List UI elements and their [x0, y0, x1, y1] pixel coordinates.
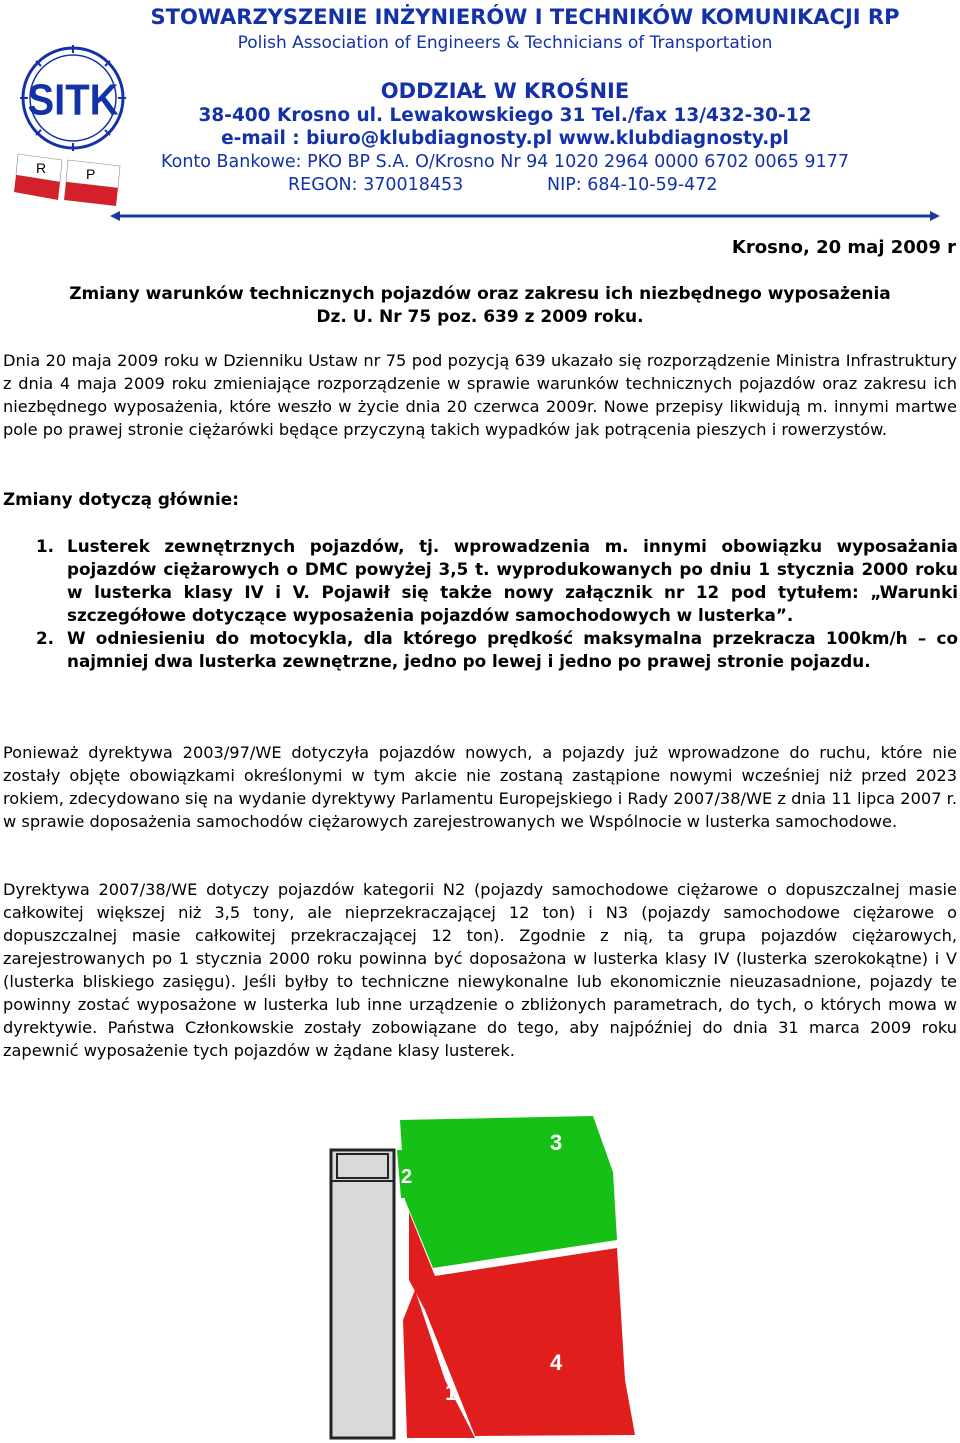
org-name-en: Polish Association of Engineers & Technicians of Transportation	[237, 33, 773, 53]
address-line: 38-400 Krosno ul. Lewakowskiego 31 Tel./fax 13/432-30-12	[198, 105, 812, 126]
regon: REGON: 370018453	[288, 175, 464, 195]
title-line-1: Zmiany warunków technicznych pojazdów oraz zakresu ich niezbędnego wyposażenia	[69, 284, 891, 304]
zone-label-4: 4	[550, 1350, 563, 1375]
header-rule	[110, 209, 940, 223]
truck-icon	[331, 1150, 394, 1438]
list-number: 1.	[36, 536, 55, 556]
bank-account: Konto Bankowe: PKO BP S.A. O/Krosno Nr 94 1020 2964 0000 6702 0065 9177	[161, 152, 849, 172]
list-text: W odniesieniu do motocykla, dla którego prędkość maksymalna przekracza 100km/h – co najmniej dwa lusterka zewnętrzne, jedno po lewej i jedno po prawej stronie pojazdu.	[67, 628, 958, 671]
zone-3	[400, 1116, 617, 1268]
mirror-fov-diagram	[325, 1080, 640, 1440]
changes-list	[0, 535, 958, 673]
zone-label-3: 3	[550, 1130, 563, 1155]
svg-text:P: P	[86, 166, 96, 182]
changes-heading: Zmiany dotyczą głównie:	[3, 489, 239, 509]
list-text: Lusterek zewnętrznych pojazdów, tj. wprowadzenia m. innymi obowiązku wyposażania pojazdów ciężarowych o DMC powyżej 3,5 t. wyprodukowanych po dniu 1 stycznia 2000 roku w lusterka klasy IV i V. Pojawił się także nowy załącznik nr 12 pod tytułem: „Warunki szczegółowe dotyczące wyposażenia pojazdów samochodowych w lusterka”.	[67, 536, 958, 625]
org-name-pl: STOWARZYSZENIE INŻYNIERÓW I TECHNIKÓW KOMUNIKACJI RP	[150, 5, 900, 29]
nip: NIP: 684-10-59-472	[547, 175, 718, 195]
zone-label-1: 1	[445, 1380, 458, 1405]
logo-text: SITK	[27, 74, 119, 125]
list-number: 2.	[36, 628, 55, 648]
document-title	[0, 283, 960, 329]
document-date: Krosno, 20 maj 2009 r	[731, 237, 956, 258]
intro-paragraph: Dnia 20 maja 2009 roku w Dzienniku Ustaw nr 75 pod pozycją 639 ukazało się rozporządzenie Ministra Infrastruktury z dnia 4 maja 2009 roku zmieniające rozporządzenie w sprawie warunków technicznych pojazdów oraz zakresu ich niezbędnego wyposażenia, które weszło w życie dnia 20 czerwca 2009r. Nowe przepisy likwidują m. innymi martwe pole po prawej stronie ciężarówki będące przyczyną takich wypadków jak potrącenia pieszych i rowerzystów.	[3, 351, 957, 439]
directive-details-paragraph: Dyrektywa 2007/38/WE dotyczy pojazdów kategorii N2 (pojazdy samochodowe ciężarowe o dopuszczalnej masie całkowitej większej niż 3,5 tony, ale nieprzekraczającej 12 ton) i N3 (pojazdy samochodowe ciężarowe o dopuszczalnej masie całkowitej przekraczającej 12 ton). Zgodnie z nią, ta grupa pojazdów ciężarowych, zarejestrowanych po 1 stycznia 2000 roku powinna być doposażona w lusterka klasy IV (lusterka szerokokątne) i V (lusterka bliskiego zasięgu). Jeśli byłby to techniczne niewykonalne lub ekonomicznie nieuzasadnione, pojazdy te powinny zostać wyposażone w lusterka lub inne urządzenie o zbliżonych parametrach, do tych, o których mowa w dyrektywie. Państwa Członkowskie zostały zobowiązane do tego, aby najpóźniej do dnia 31 marca 2009 roku zapewnić wyposażenie tych pojazdów w żądane klasy lusterek.	[3, 880, 957, 1060]
contact-line: e-mail : biuro@klubdiagnosty.pl www.klubdiagnosty.pl	[221, 128, 789, 149]
zone-label-2: 2	[401, 1166, 413, 1188]
svg-text:R: R	[36, 160, 47, 176]
list-item	[0, 627, 958, 673]
branch-name: ODDZIAŁ W KROŚNIE	[380, 79, 630, 103]
title-line-2: Dz. U. Nr 75 poz. 639 z 2009 roku.	[316, 307, 644, 327]
list-item	[0, 535, 958, 627]
sitk-logo	[14, 42, 132, 212]
directive-paragraph: Ponieważ dyrektywa 2003/97/WE dotyczyła pojazdów nowych, a pojazdy już wprowadzone do ruchu, które nie zostały objęte obowiązkami określonymi w tym akcie nie zostaną zastąpione nowymi wcześniej niż przed 2023 rokiem, zdecydowano się na wydanie dyrektywy Parlamentu Europejskiego i Rady 2007/38/WE z dnia 11 lipca 2007 r. w sprawie doposażenia samochodów ciężarowych zarejestrowanych we Wspólnocie w lusterka samochodowe.	[3, 743, 957, 831]
